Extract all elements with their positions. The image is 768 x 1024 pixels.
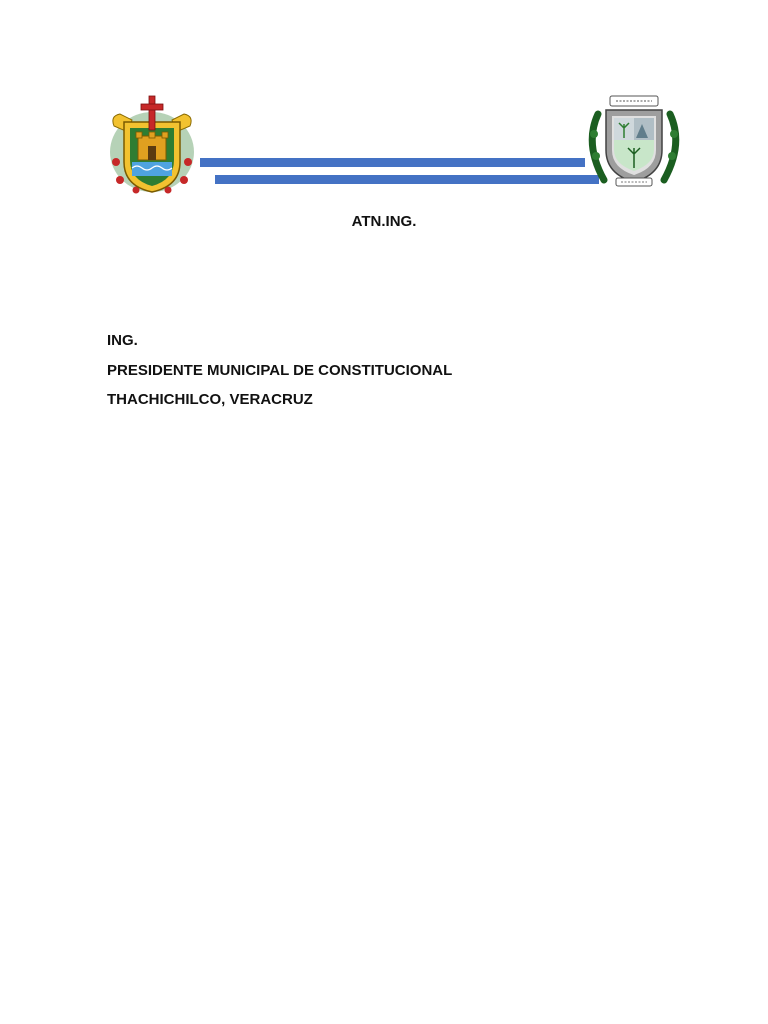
- letterhead: [0, 0, 768, 200]
- municipal-coat-of-arms-icon: [584, 94, 684, 190]
- attention-line: ATN.ING.: [351, 213, 417, 230]
- addressee-location: THACHICHILCO, VERACRUZ: [107, 391, 313, 408]
- addressee-block: [107, 332, 667, 421]
- header-rule-bottom: [215, 175, 599, 184]
- addressee-position: PRESIDENTE MUNICIPAL DE CONSTITUCIONAL: [107, 361, 453, 379]
- addressee-title: ING.: [107, 332, 138, 349]
- veracruz-coat-of-arms-icon: [106, 92, 198, 196]
- header-rule-top: [200, 158, 585, 167]
